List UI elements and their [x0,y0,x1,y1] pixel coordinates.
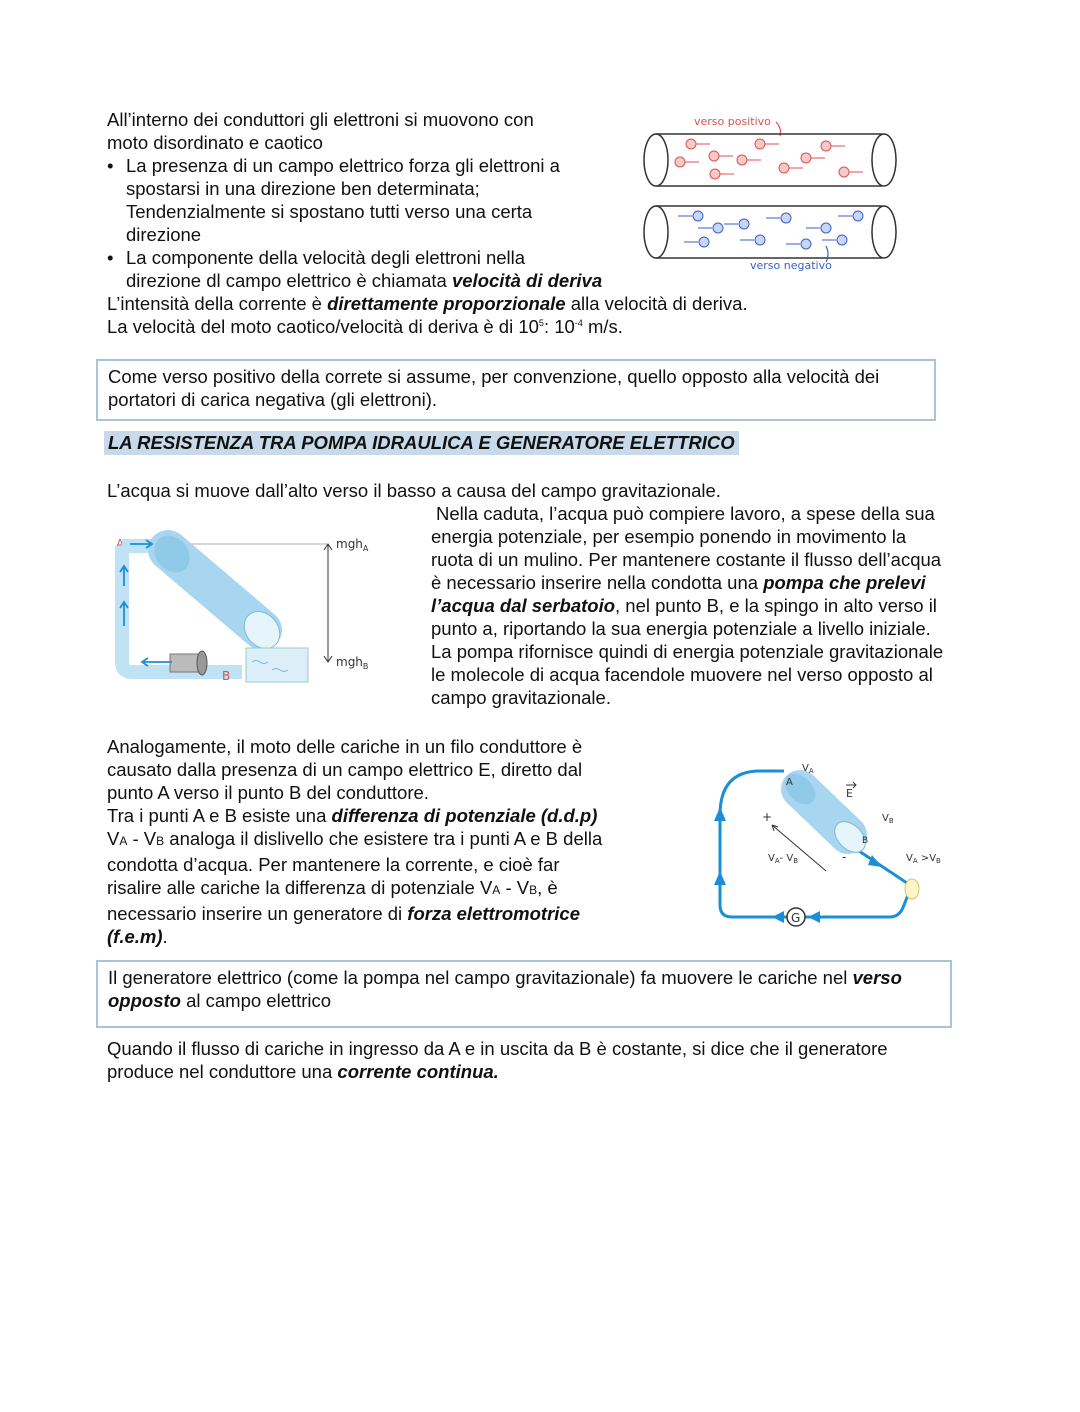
paragraph-line: energia potenziale, per esempio ponendo in movimento la [431,526,907,547]
text: . [162,926,168,947]
ddp-term: differenza di potenziale (d.d.p) [331,805,598,826]
text: Il generatore elettrico (come la pompa nel campo gravitazionale) fa muovere le cariche nel [108,967,853,988]
mgha-label: mgh$_A$ [336,537,369,553]
text: produce nel conduttore una [107,1061,338,1082]
box-line: Come verso positivo della correte si assume, per convenzione, quello opposto alla velocità dei [108,366,880,387]
text: : 10 [543,316,575,337]
light-bulb-icon [905,879,919,899]
proportional-term: direttamente proporzionale [327,293,566,314]
text: Tra i punti A e B esiste una [107,805,332,826]
plus-sign: + [762,810,773,824]
intro-line: All’interno dei conduttori gli elettroni si muovono con [107,109,534,130]
reservoir [246,648,308,682]
subscript: B [529,883,538,897]
up-arrow-icon [714,807,726,821]
opposto-term: opposto [108,990,181,1011]
exponent-mark: 5 [538,317,544,328]
va-label: $V_A$ [802,763,814,775]
paragraph-line: La pompa rifornisce quindi di energia potenziale gravitazionale [431,641,944,662]
pump-body [170,654,198,672]
water-pump-diagram [112,530,384,686]
paragraph-line: Nella caduta, l’acqua può compiere lavoro, a spese della sua [436,503,935,524]
exponent-mark: -4 [574,317,583,328]
text: m/s. [582,316,623,337]
wire-top-left [720,771,784,815]
fem-abbrev: (f.e.m) [107,926,163,947]
up-arrow-icon [714,871,726,885]
va-vb-label: $V_A-$ $V_B$ [768,853,799,865]
convention-box [96,359,936,421]
paragraph-line: causato dalla presenza di un campo elettrico E, diretto dal [107,759,583,780]
paragraph-line [107,1060,987,1083]
text: alla velocità di deriva. [565,293,748,314]
paragraph-line [107,902,667,925]
text: , è [537,877,558,898]
negative-charges [693,211,863,249]
bullet-line: • La componente della velocità degli elettroni nella [126,247,526,268]
left-arrow-icon [808,911,820,923]
box-line [108,989,940,1012]
pump-paragraph [431,502,991,709]
continuous-current-term: corrente continua. [337,1061,499,1082]
bullet-line: • La presenza di un campo elettrico forza gli elettroni a [126,155,560,176]
va-gt-vb-label: $V_A >V_B$ [906,853,941,865]
paragraph-line: punto a, riportando la sua energia potenziale a livello iniziale. [431,618,931,639]
generator-box [96,960,952,1028]
generator-label: G [791,911,801,925]
point-a-label: A [116,537,125,551]
point-a-label: A [786,777,793,788]
paragraph-line: Analogamente, il moto delle cariche in un filo conduttore è [107,736,583,757]
left-arrow-icon [772,911,784,923]
point-b-label: B [222,669,231,683]
subscript: A [492,883,501,897]
text: risalire alle cariche la differenza di potenziale V [107,877,493,898]
mghb-label: mgh$_B$ [336,655,369,671]
paragraph-line: le molecole di acqua facendole muovere nel verso opposto al [431,664,933,685]
pump-term: pompa che prelevi [763,572,926,593]
bullet-line: spostarsi in una direzione ben determinata; [126,178,480,199]
velocity-line [107,315,827,338]
bullet-line: Tendenzialmente si spostano tutti verso una certa [126,201,533,222]
water-lead: L’acqua si muove dall’alto verso il basso a causa del campo gravitazionale. [107,480,721,501]
reservoir-term: l’acqua dal serbatoio [431,595,616,616]
paragraph-line [107,827,667,853]
closing-paragraph [107,1037,987,1083]
verso-positivo-label: verso positivo [694,115,771,128]
paragraph-line: ruota di un mulino. Per mantenere costante il flusso dell’acqua [431,549,942,570]
subscript: A [119,834,128,848]
paragraph-line: campo gravitazionale. [431,687,611,708]
pump-wheel [197,651,207,675]
text: - V [500,877,530,898]
paragraph-line: punto A verso il punto B del conduttore. [107,782,429,803]
height-arrow [324,544,332,662]
verso-negativo-label: verso negativo [750,259,832,272]
drift-velocity-term: velocità di deriva [451,270,603,291]
paragraph-line [431,571,991,594]
text: direzione dl campo elettrico è chiamata [126,270,452,291]
paragraph-line [431,594,991,617]
intensity-line [107,292,827,315]
text: analoga il dislivello che esistere tra i punti A e B della [164,828,603,849]
paragraph-line [107,804,667,827]
minus-sign: - [842,850,847,864]
circuit-paragraph [107,735,667,948]
box-line [108,966,940,989]
text: V [107,828,120,849]
circuit-diagram [700,755,962,935]
text: è necessario inserire nella condotta una [431,572,764,593]
paragraph-line [107,876,667,902]
paragraph-line [107,925,667,948]
bullet-line: direzione [126,224,202,245]
text: L’intensità della corrente è [107,293,328,314]
fem-term: forza elettromotrice [407,903,581,924]
text: La velocità del moto caotico/velocità di deriva è di 10 [107,316,539,337]
text: necessario inserire un generatore di [107,903,408,924]
box-line: portatori di carica negativa (gli elettroni). [108,389,438,410]
subscript: B [156,834,165,848]
section-heading: LA RESISTENZA TRA POMPA IDRAULICA E GENERATORE ELETTRICO [104,431,739,455]
verso-term: verso [852,967,902,988]
text: al campo elettrico [180,990,332,1011]
text: - V [127,828,157,849]
vb-label: $V_B$ [882,813,894,825]
positive-charges [675,139,849,179]
paragraph-line: condotta d’acqua. Per mantenere la corrente, e cioè far [107,854,560,875]
intro-line: moto disordinato e caotico [107,132,323,153]
paragraph-line: Quando il flusso di cariche in ingresso da A e in uscita da B è costante, si dice che il generatore [107,1038,888,1059]
point-b-label: B [862,836,869,846]
wire-charges-diagram [636,112,906,274]
field-e-label: E [846,787,853,800]
left-arrow-icon [142,658,172,666]
text: , nel punto B, e la spingo in alto verso il [615,595,937,616]
